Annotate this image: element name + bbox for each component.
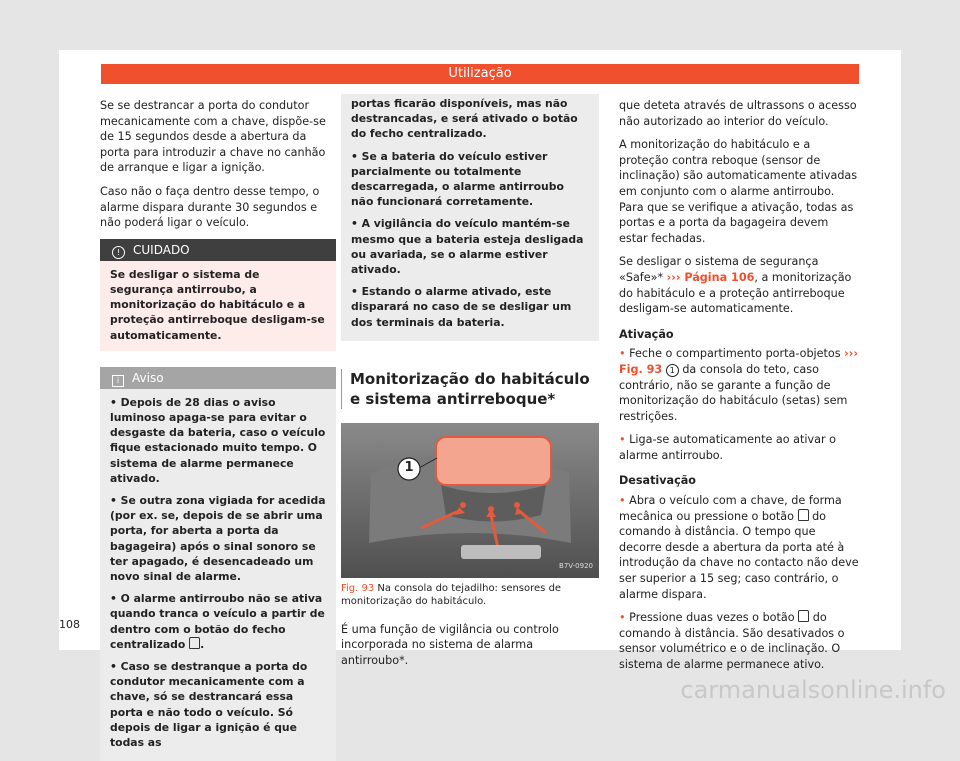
note-header (100, 367, 336, 389)
list-item: • A vigilância do veículo mantém-se mesmo que a bateria esteja desligada ou avariada, se o alarme estiver ativado. (351, 217, 584, 277)
column-left (100, 98, 336, 761)
section-header: Utilização (101, 64, 859, 84)
note-box-continued (341, 94, 599, 341)
list-item: • O alarme antirroubo não se ativa quando tranca o veículo a partir de dentro com o botão do fecho centralizado . (110, 592, 325, 651)
info-icon: i (112, 375, 124, 387)
warning-icon: ! (112, 246, 125, 259)
list-item: • Feche o compartimento porta-objetos ››› Fig. 93 1 da consola do teto, caso contrário, não se garante a função de monitorização do habitáculo (setas) sem restrições. (619, 347, 858, 423)
watermark: carmanualsonline.info (680, 676, 946, 704)
paragraph: Se se destrancar a porta do condutor mecanicamente com a chave, dispõe-se de 15 segundos desde a abertura da porta para introduzir a chave no canhão de arranque e ligar a ignição. (100, 99, 326, 175)
note-box (100, 367, 336, 761)
paragraph: Caso não o faça dentro desse tempo, o alarme dispara durante 30 segundos e não poderá ligar o veículo. (100, 184, 320, 230)
list-item: • Abra o veículo com a chave, de forma mecânica ou pressione o botão do comando à distância. O tempo que decorre desde a abertura da porta até à introdução da chave no contacto não deve ser superior a 15 seg; caso contrário, o alarme dispara. (619, 494, 859, 601)
figure-caption: Fig. 93 Na consola do tejadilho: sensores de monitorização do habitáculo. (341, 582, 562, 607)
paragraph: que deteta através de ultrassons o acesso não autorizado ao interior do veículo. (619, 99, 857, 128)
unlock-icon (798, 509, 809, 521)
page-number: 108 (59, 618, 80, 631)
caution-box (100, 239, 336, 351)
figure-label: Fig. 93 (341, 582, 375, 594)
deactivation-heading: Desativação (619, 474, 696, 488)
lock-icon (189, 637, 200, 649)
figure-code: B7V-0920 (559, 562, 593, 571)
paragraph: A monitorização do habitáculo e a proteção contra reboque (sensor de inclinação) são automaticamente ativadas em conjunto com o alarme antirroubo. Para que se verifique a ativação, todas as portas e a porta da bagageira devem estar fechadas. (619, 138, 858, 245)
list-item: • Pressione duas vezes o botão do comando à distância. São desativados o sensor volumétrico e o de inclinação. O sistema de alarme permanece ativo. (619, 611, 845, 671)
roof-console-illustration (341, 423, 599, 578)
callout-number: 1 (666, 364, 679, 377)
column-right (619, 98, 859, 681)
page-reference-link[interactable]: ››› Página 106 (666, 270, 755, 284)
activation-heading: Ativação (619, 327, 674, 341)
callout-label: 1 (404, 459, 414, 475)
paragraph: Se desligar o sistema de segurança «Safe»* ››› Página 106, a monitorização do habitáculo e a proteção antirreboque desligam-se automaticamente. (619, 255, 852, 316)
list-item: • Depois de 28 dias o aviso luminoso apaga-se para evitar o desgaste da bateria, caso o veículo fique estacionado muito tempo. O sistema de alarme permanece ativado. (110, 395, 326, 485)
figure-reference-link[interactable]: ››› Fig. 93 (619, 347, 858, 376)
list-item: • Estando o alarme ativado, este disparará no caso de se desligar um dos terminais da bateria. (351, 285, 572, 329)
note-body (100, 389, 336, 761)
list-item: • Se outra zona vigiada for acedida (por ex. se, depois de se abrir uma porta, for aberta a porta da bagageira) após o sinal sonoro se ter apagado, é desencadeado um novo sinal de alarme. (110, 493, 326, 583)
unlock-icon (798, 610, 809, 622)
list-item: • Se a bateria do veículo estiver parcialmente ou totalmente descarregada, o alarme antirroubo não funcionará corretamente. (351, 149, 564, 209)
list-item: • Liga-se automaticamente ao ativar o alarme antirroubo. (619, 433, 836, 462)
note-title: Aviso (132, 370, 164, 385)
caution-title: CUIDADO (133, 242, 190, 257)
paragraph: É uma função de vigilância ou controlo incorporada no sistema de alarma antirroubo*. (341, 622, 559, 668)
column-middle (341, 98, 599, 677)
caution-header (100, 239, 336, 261)
section-title: Monitorização do habitáculo e sistema antirreboque* (341, 369, 599, 409)
list-item: • Caso se destranque a porta do condutor mecanicamente com a chave, só se destrancará essa porta e não todo o veículo. Só depois de ligar a ignição é que todas as (110, 660, 308, 750)
paragraph: portas ficarão disponíveis, mas não destrancadas, e será ativado o botão do fecho centralizado. (351, 97, 578, 141)
figure-roof-console (341, 423, 599, 578)
caution-text: Se desligar o sistema de segurança antirroubo, a monitorização do habitáculo e a proteção antirreboque desligam-se automaticamente. (110, 267, 325, 342)
